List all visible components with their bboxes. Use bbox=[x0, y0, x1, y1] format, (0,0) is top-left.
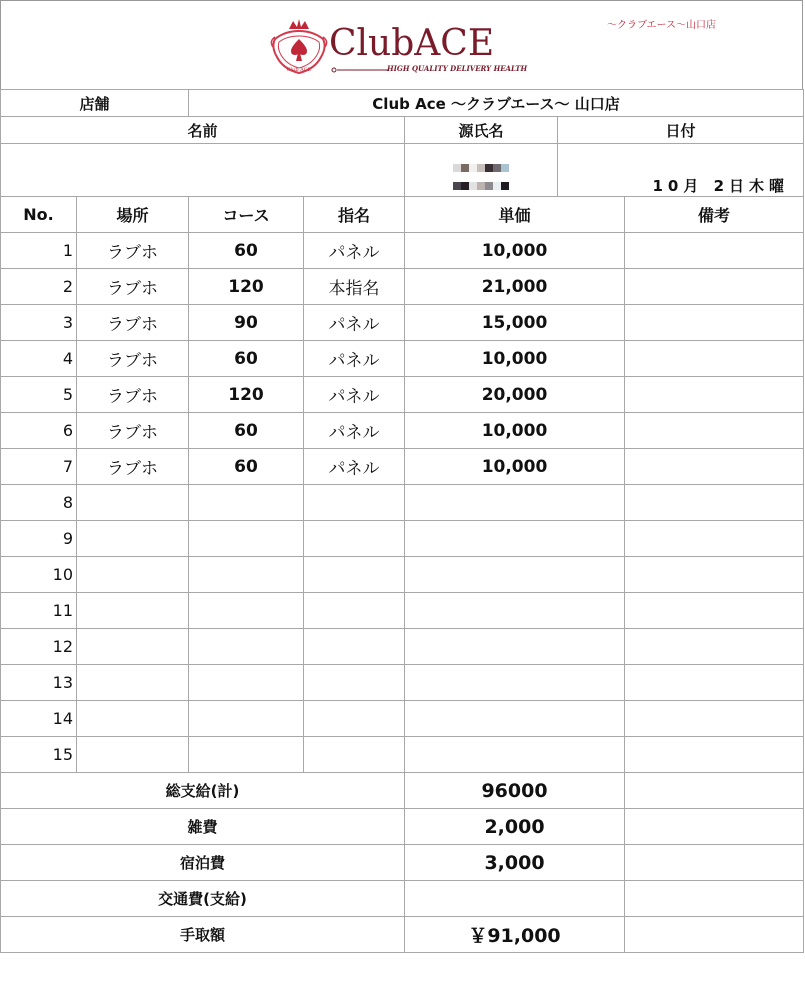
summary-value: ￥91,000 bbox=[405, 917, 625, 953]
row-note bbox=[625, 665, 804, 701]
table-row bbox=[1, 665, 804, 701]
row-course bbox=[189, 629, 304, 665]
row-price: 20,000 bbox=[405, 377, 625, 413]
row-price: 10,000 bbox=[405, 233, 625, 269]
row-note bbox=[625, 233, 804, 269]
row-nomination: パネル bbox=[304, 305, 405, 341]
mosaic-block bbox=[501, 182, 509, 190]
summary-value bbox=[405, 881, 625, 917]
row-place bbox=[77, 701, 189, 737]
row-note bbox=[625, 449, 804, 485]
row-note bbox=[625, 593, 804, 629]
row-price bbox=[405, 557, 625, 593]
summary-label: 雑費 bbox=[1, 809, 405, 845]
row-nomination: パネル bbox=[304, 341, 405, 377]
row-price: 10,000 bbox=[405, 449, 625, 485]
summary-label: 手取額 bbox=[1, 917, 405, 953]
row-no: 4 bbox=[1, 341, 77, 377]
row-price bbox=[405, 593, 625, 629]
row-place bbox=[77, 485, 189, 521]
row-note bbox=[625, 269, 804, 305]
summary-value: 96000 bbox=[405, 773, 625, 809]
row-no: 12 bbox=[1, 629, 77, 665]
row-course bbox=[189, 665, 304, 701]
row-course: 120 bbox=[189, 377, 304, 413]
row-note bbox=[625, 737, 804, 773]
row-course: 90 bbox=[189, 305, 304, 341]
row-course: 60 bbox=[189, 341, 304, 377]
row-place: ラブホ bbox=[77, 413, 189, 449]
table-row bbox=[1, 305, 804, 341]
row-note bbox=[625, 521, 804, 557]
table-row bbox=[1, 737, 804, 773]
row-price bbox=[405, 521, 625, 557]
row-price: 15,000 bbox=[405, 305, 625, 341]
row-price bbox=[405, 701, 625, 737]
table-row bbox=[1, 485, 804, 521]
summary-value: 3,000 bbox=[405, 845, 625, 881]
col-header-price: 単価 bbox=[405, 197, 625, 233]
row-nomination: パネル bbox=[304, 233, 405, 269]
mosaic-block bbox=[469, 164, 477, 172]
row-course: 60 bbox=[189, 449, 304, 485]
mosaic-block bbox=[485, 164, 493, 172]
mosaic-block bbox=[477, 164, 485, 172]
row-nomination: パネル bbox=[304, 449, 405, 485]
row-note bbox=[625, 305, 804, 341]
logo-tagline: HIGH QUALITY DELIVERY HEALTH bbox=[387, 64, 528, 73]
row-nomination bbox=[304, 593, 405, 629]
table-row bbox=[1, 233, 804, 269]
row-note bbox=[625, 701, 804, 737]
row-place: ラブホ bbox=[77, 305, 189, 341]
summary-row bbox=[1, 917, 804, 953]
mosaic-block bbox=[453, 164, 461, 172]
logo-subtitle: 〜クラブエース〜山口店 bbox=[607, 20, 716, 31]
info-table bbox=[0, 89, 804, 197]
row-place bbox=[77, 665, 189, 701]
table-row bbox=[1, 521, 804, 557]
summary-value: 2,000 bbox=[405, 809, 625, 845]
row-nomination bbox=[304, 665, 405, 701]
row-no: 6 bbox=[1, 413, 77, 449]
row-place: ラブホ bbox=[77, 449, 189, 485]
row-place: ラブホ bbox=[77, 341, 189, 377]
mosaic-block bbox=[493, 164, 501, 172]
row-no: 3 bbox=[1, 305, 77, 341]
date-value: 10月 2日木曜 bbox=[558, 144, 804, 197]
row-price bbox=[405, 485, 625, 521]
summary-note bbox=[625, 809, 804, 845]
store-label: 店舗 bbox=[1, 90, 189, 117]
row-note bbox=[625, 485, 804, 521]
table-row bbox=[1, 701, 804, 737]
logo-area bbox=[0, 0, 803, 89]
row-price bbox=[405, 737, 625, 773]
row-course bbox=[189, 737, 304, 773]
store-value: Club Ace 〜クラブエース〜 山口店 bbox=[189, 90, 804, 117]
row-nomination: パネル bbox=[304, 413, 405, 449]
table-header-row bbox=[1, 197, 804, 233]
mosaic-block bbox=[493, 182, 501, 190]
table-row bbox=[1, 557, 804, 593]
row-course bbox=[189, 557, 304, 593]
summary-row bbox=[1, 773, 804, 809]
row-no: 13 bbox=[1, 665, 77, 701]
summary-note bbox=[625, 845, 804, 881]
session-table bbox=[0, 196, 804, 953]
mosaic-block bbox=[469, 182, 477, 190]
summary-note bbox=[625, 773, 804, 809]
col-header-no: No. bbox=[1, 197, 77, 233]
summary-row bbox=[1, 845, 804, 881]
row-price: 21,000 bbox=[405, 269, 625, 305]
row-place bbox=[77, 629, 189, 665]
row-place: ラブホ bbox=[77, 233, 189, 269]
row-note bbox=[625, 629, 804, 665]
row-course bbox=[189, 593, 304, 629]
row-nomination: 本指名 bbox=[304, 269, 405, 305]
row-place bbox=[77, 521, 189, 557]
row-no: 11 bbox=[1, 593, 77, 629]
row-nomination bbox=[304, 521, 405, 557]
mosaic-block bbox=[461, 164, 469, 172]
club-ace-logo bbox=[269, 15, 716, 79]
row-note bbox=[625, 341, 804, 377]
genji-label: 源氏名 bbox=[405, 117, 558, 144]
summary-label: 宿泊費 bbox=[1, 845, 405, 881]
mosaic-block bbox=[453, 182, 461, 190]
col-header-course: コース bbox=[189, 197, 304, 233]
genji-value bbox=[405, 144, 558, 197]
name-value bbox=[1, 144, 405, 197]
table-row bbox=[1, 593, 804, 629]
col-header-note: 備考 bbox=[625, 197, 804, 233]
row-no: 8 bbox=[1, 485, 77, 521]
logo-flourish-icon bbox=[331, 66, 391, 74]
row-price bbox=[405, 665, 625, 701]
summary-label: 交通費(支給) bbox=[1, 881, 405, 917]
mosaic-block bbox=[485, 182, 493, 190]
row-nomination bbox=[304, 629, 405, 665]
summary-note bbox=[625, 881, 804, 917]
row-no: 1 bbox=[1, 233, 77, 269]
svg-text:Club ACE: Club ACE bbox=[286, 67, 312, 73]
row-place bbox=[77, 737, 189, 773]
row-note bbox=[625, 377, 804, 413]
blurred-name-mosaic bbox=[453, 158, 509, 194]
row-course: 120 bbox=[189, 269, 304, 305]
row-no: 5 bbox=[1, 377, 77, 413]
row-no: 2 bbox=[1, 269, 77, 305]
row-course bbox=[189, 485, 304, 521]
row-note bbox=[625, 413, 804, 449]
table-row bbox=[1, 341, 804, 377]
mosaic-block bbox=[501, 164, 509, 172]
table-row bbox=[1, 413, 804, 449]
name-label: 名前 bbox=[1, 117, 405, 144]
row-no: 10 bbox=[1, 557, 77, 593]
mosaic-block bbox=[477, 182, 485, 190]
row-note bbox=[625, 557, 804, 593]
row-course: 60 bbox=[189, 413, 304, 449]
row-no: 14 bbox=[1, 701, 77, 737]
row-course bbox=[189, 701, 304, 737]
date-label: 日付 bbox=[558, 117, 804, 144]
row-no: 7 bbox=[1, 449, 77, 485]
summary-note bbox=[625, 917, 804, 953]
row-price: 10,000 bbox=[405, 341, 625, 377]
row-no: 15 bbox=[1, 737, 77, 773]
row-place bbox=[77, 593, 189, 629]
row-place bbox=[77, 557, 189, 593]
col-header-nomination: 指名 bbox=[304, 197, 405, 233]
row-nomination bbox=[304, 485, 405, 521]
summary-row bbox=[1, 881, 804, 917]
summary-row bbox=[1, 809, 804, 845]
row-price: 10,000 bbox=[405, 413, 625, 449]
row-nomination: パネル bbox=[304, 377, 405, 413]
col-header-place: 場所 bbox=[77, 197, 189, 233]
table-row bbox=[1, 629, 804, 665]
row-place: ラブホ bbox=[77, 269, 189, 305]
row-place: ラブホ bbox=[77, 377, 189, 413]
row-nomination bbox=[304, 557, 405, 593]
summary-label: 総支給(計) bbox=[1, 773, 405, 809]
mosaic-block bbox=[461, 182, 469, 190]
row-nomination bbox=[304, 701, 405, 737]
emblem-icon bbox=[269, 17, 329, 77]
table-row bbox=[1, 377, 804, 413]
row-nomination bbox=[304, 737, 405, 773]
table-row bbox=[1, 449, 804, 485]
logo-wordmark: ClubACE bbox=[329, 23, 495, 64]
table-row bbox=[1, 269, 804, 305]
row-course bbox=[189, 521, 304, 557]
row-course: 60 bbox=[189, 233, 304, 269]
row-no: 9 bbox=[1, 521, 77, 557]
row-price bbox=[405, 629, 625, 665]
